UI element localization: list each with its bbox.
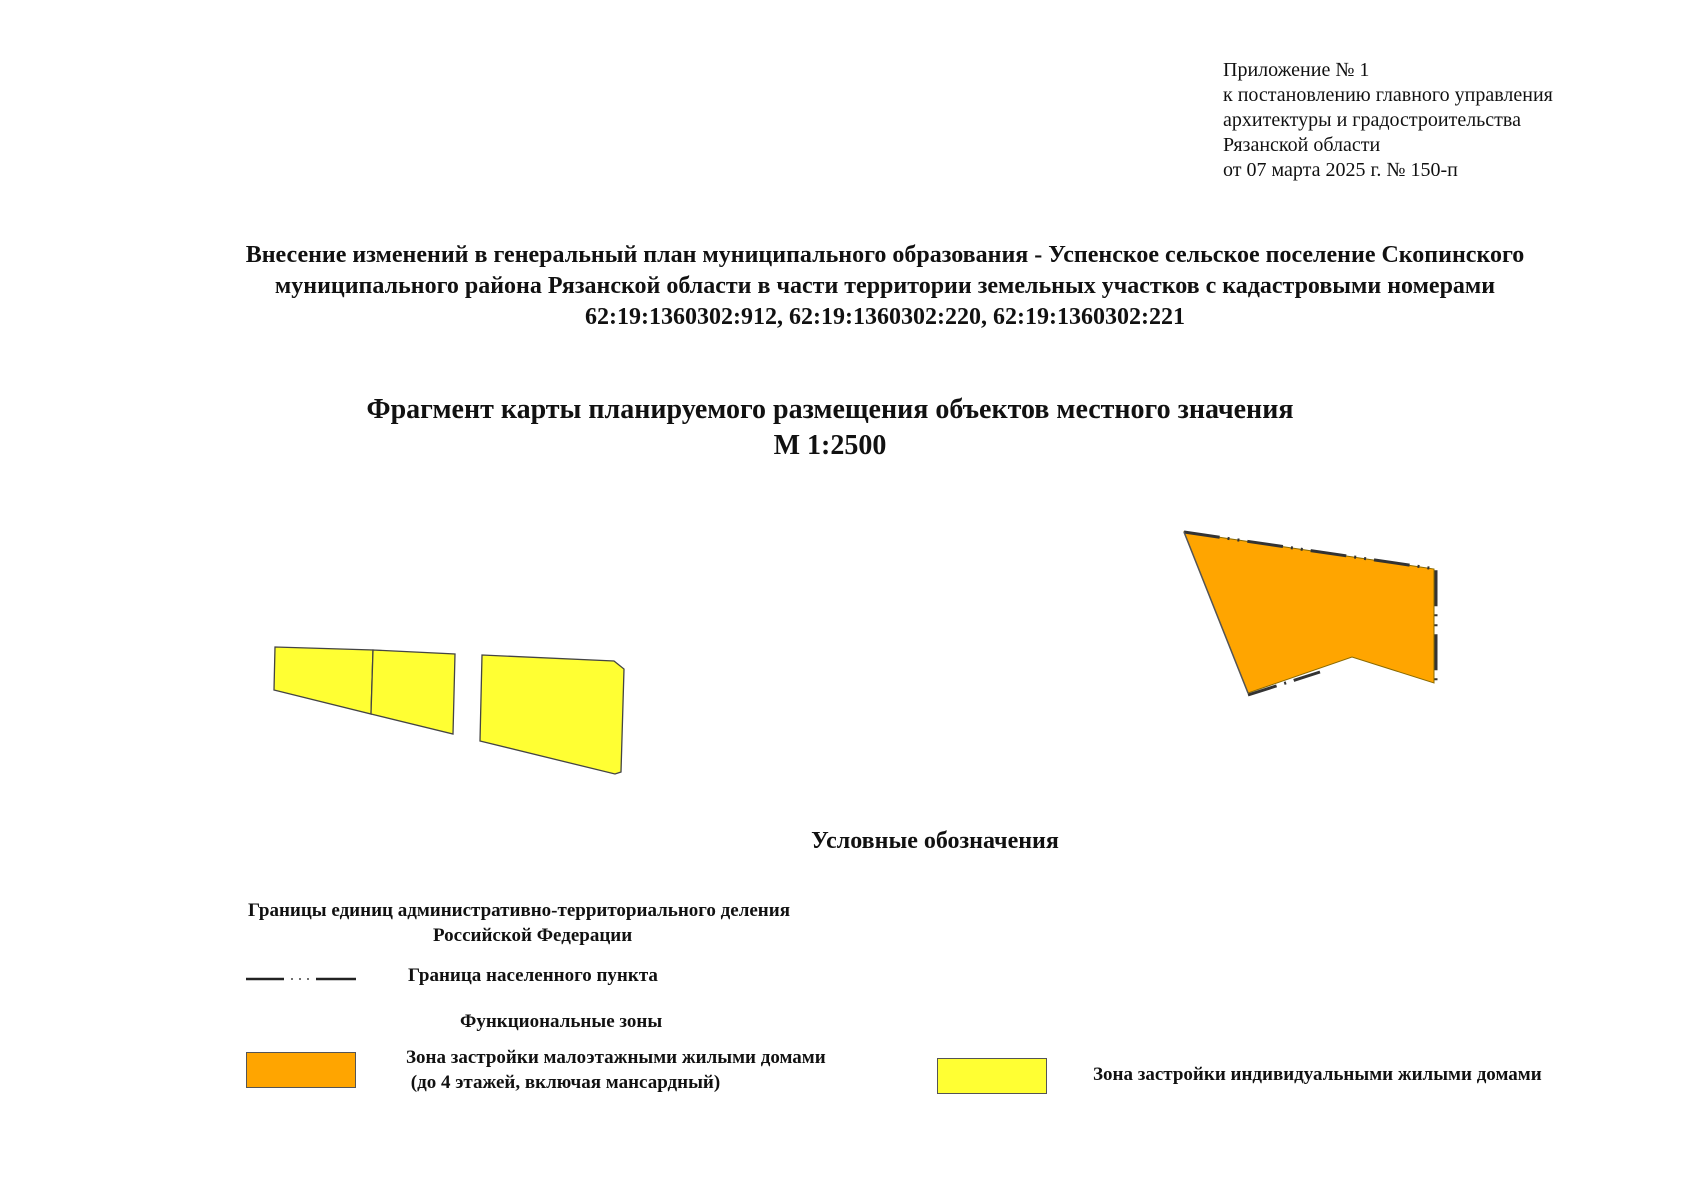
appendix-date-line: от 07 марта 2025 г. № 150-п <box>1223 159 1458 181</box>
legend-settlement-boundary: Граница населенного пункта <box>408 965 658 986</box>
orange-zone-shape <box>1184 532 1434 693</box>
appendix-region-line: Рязанской области <box>1223 134 1381 156</box>
legend-functional-zones: Функциональные зоны <box>460 1011 663 1032</box>
document-title-line-3: 62:19:1360302:912, 62:19:1360302:220, 62:19:1360302:221 <box>585 304 1185 330</box>
legend-lowrise-zone <box>406 1045 826 1095</box>
document-title-line-1: Внесение изменений в генеральный план муниципального образования - Успенское сельское поселение Скопинского <box>245 242 1525 268</box>
document-title-line-2: муниципального района Рязанской области в части территории земельных участков с кадастровыми номерами <box>274 273 1496 299</box>
map-scale: М 1:2500 <box>773 430 887 461</box>
legend-admin-boundaries-line-2: Российской Федерации <box>433 925 633 946</box>
appendix-authority-line: архитектуры и градостроительства <box>1223 109 1521 131</box>
map-title-text: Фрагмент карты планируемого размещения объектов местного значения <box>366 394 1294 425</box>
legend-admin-boundaries <box>248 898 790 948</box>
yellow-parcel-1 <box>274 647 373 714</box>
legend-lowrise-zone-line-2: (до 4 этажей, включая мансардный) <box>406 1072 721 1093</box>
yellow-parcel-3 <box>480 655 624 774</box>
appendix-number: Приложение № 1 <box>1223 59 1370 81</box>
legend-individual-zone: Зона застройки индивидуальными жилыми домами <box>1093 1064 1542 1085</box>
legend-admin-boundaries-line-1: Границы единиц административно-территориального деления <box>248 900 790 921</box>
legend-title: Условные обозначения <box>811 828 1059 854</box>
settlement-boundary-symbol <box>246 969 356 983</box>
legend-lowrise-zone-line-1: Зона застройки малоэтажными жилыми домами <box>406 1047 826 1068</box>
yellow-parcel-2 <box>371 650 455 734</box>
individual-zone-swatch <box>937 1058 1047 1094</box>
appendix-resolution-line: к постановлению главного управления <box>1223 84 1553 106</box>
lowrise-zone-swatch <box>246 1052 356 1088</box>
